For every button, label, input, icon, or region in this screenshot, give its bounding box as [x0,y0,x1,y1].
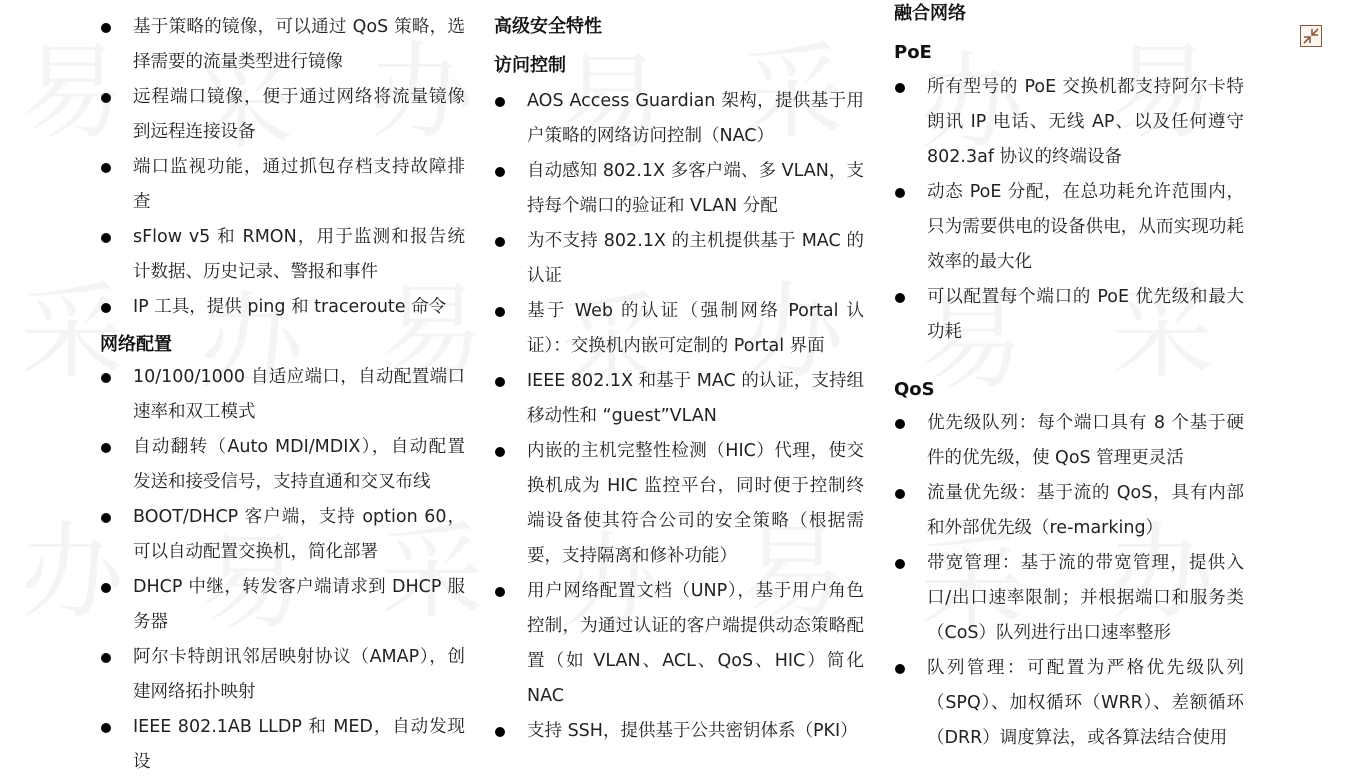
list-item: 基于 Web 的认证（强制网络 Portal 认证）：交换机内嵌可定制的 Portal 界面 [494,294,864,364]
column-2 [494,15,864,749]
list-item: 流量优先级：基于流的 QoS，具有内部和外部优先级（re-marking） [894,476,1244,546]
network-config-list [100,360,465,780]
list-item: IEEE 802.1X 和基于 MAC 的认证，支持组移动性和 “guest”VLAN [494,364,864,434]
list-item: 所有型号的 PoE 交换机都支持阿尔卡特朗讯 IP 电话、无线 AP、以及任何遵守 802.3af 协议的终端设备 [894,70,1244,175]
list-item: IEEE 802.1AB LLDP 和 MED，自动发现设 [100,710,465,780]
list-item: 端口监视功能，通过抓包存档支持故障排查 [100,150,465,220]
list-item: 带宽管理：基于流的带宽管理，提供入口/出口速率限制；并根据端口和服务类（CoS）队列进行出口速率整形 [894,546,1244,651]
shrink-icon[interactable] [1300,25,1322,47]
column-1 [100,10,465,780]
list-item: BOOT/DHCP 客户端，支持 option 60，可以自动配置交换机，简化部署 [100,500,465,570]
section-heading-converged-network: 融合网络 [894,3,966,24]
section-heading-qos: QoS [894,379,935,400]
list-item: 10/100/1000 自适应端口，自动配置端口速率和双工模式 [100,360,465,430]
section-heading-advanced-security: 高级安全特性 [494,16,602,37]
mirroring-list [100,10,465,325]
section-heading-access-control: 访问控制 [494,55,566,76]
list-item: 可以配置每个端口的 PoE 优先级和最大功耗 [894,280,1244,350]
poe-list [894,70,1244,350]
access-control-list [494,84,864,749]
section-heading-network-config: 网络配置 [100,334,172,355]
list-item: IP 工具，提供 ping 和 traceroute 命令 [100,290,465,325]
list-item: 内嵌的主机完整性检测（HIC）代理，使交换机成为 HIC 监控平台，同时便于控制终端设备使其符合公司的安全策略（根据需要，支持隔离和修补功能） [494,434,864,574]
list-item: 优先级队列：每个端口具有 8 个基于硬件的优先级，使 QoS 管理更灵活 [894,406,1244,476]
section-heading-poe: PoE [894,42,932,63]
list-item: 用户网络配置文档（UNP），基于用户角色控制，为通过认证的客户端提供动态策略配置（如 VLAN、ACL、QoS、HIC）简化 NAC [494,574,864,714]
list-item: 支持 SSH，提供基于公共密钥体系（PKI） [494,714,864,749]
qos-list [894,406,1244,756]
list-item: 基于策略的镜像，可以通过 QoS 策略，选择需要的流量类型进行镜像 [100,10,465,80]
list-item: 队列管理：可配置为严格优先级队列（SPQ）、加权循环（WRR）、差额循环（DRR）调度算法，或各算法结合使用 [894,651,1244,756]
list-item: sFlow v5 和 RMON，用于监测和报告统计数据、历史记录、警报和事件 [100,220,465,290]
shrink-icon-glyph [1301,26,1321,46]
list-item: 动态 PoE 分配，在总功耗允许范围内，只为需要供电的设备供电，从而实现功耗效率的最大化 [894,175,1244,280]
column-3 [894,2,1244,756]
list-item: 为不支持 802.1X 的主机提供基于 MAC 的认证 [494,224,864,294]
list-item: 远程端口镜像，便于通过网络将流量镜像到远程连接设备 [100,80,465,150]
list-item: AOS Access Guardian 架构，提供基于用户策略的网络访问控制（NAC） [494,84,864,154]
list-item: 自动翻转（Auto MDI/MDIX），自动配置发送和接受信号，支持直通和交叉布线 [100,430,465,500]
list-item: DHCP 中继，转发客户端请求到 DHCP 服务器 [100,570,465,640]
list-item: 阿尔卡特朗讯邻居映射协议（AMAP），创建网络拓扑映射 [100,640,465,710]
list-item: 自动感知 802.1X 多客户端、多 VLAN，支持每个端口的验证和 VLAN 分配 [494,154,864,224]
